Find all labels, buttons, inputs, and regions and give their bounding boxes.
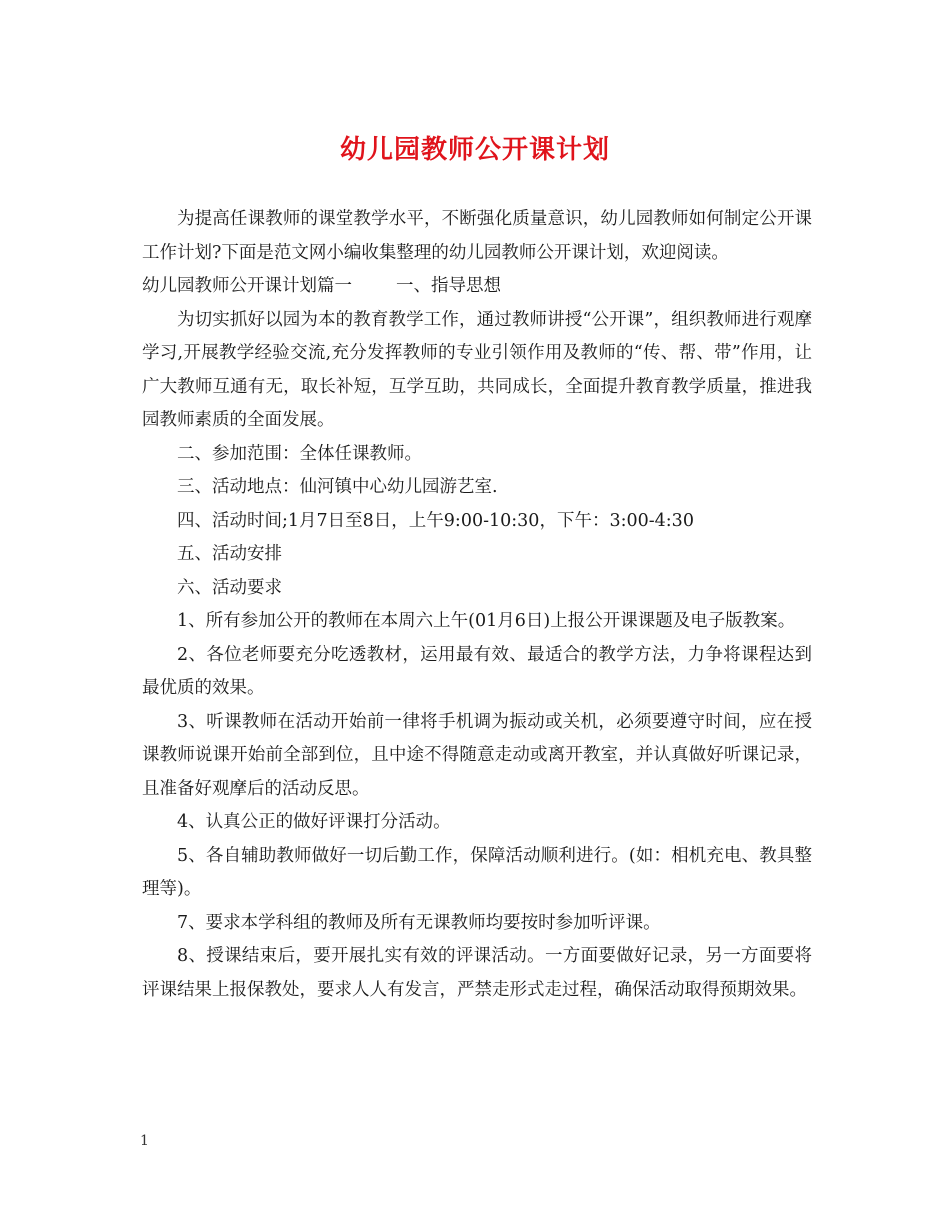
paragraph-scope: 二、参加范围：全体任课教师。 [177,443,422,464]
paragraph-arrangement: 五、活动安排 [177,544,282,564]
requirement-item-3: 3、听课教师在活动开始前一律将手机调为振动或关机，必须要遵守时间，应在授课教师说课开始前全部到位，且中途不得随意走动或离开教室，并认真做好听课记录，且准备好观摩后的活动反思。 [142,711,812,799]
requirement-item-5: 5、各自辅助教师做好一切后勤工作，保障活动顺利进行。(如：相机充电、教具整理等)。 [142,845,812,899]
paragraph-time: 四、活动时间;1月7日至8日，上午9:00-10:30，下午：3:00-4:30 [177,510,694,531]
requirement-item-8: 8、授课结束后，要开展扎实有效的评课活动。一方面要做好记录，另一方面要将评课结果上报保教处，要求人人有发言，严禁走形式走过程，确保活动取得预期效果。 [142,946,812,1000]
document-title: 幼儿园教师公开课计划 [339,135,610,165]
paragraph-location: 三、活动地点：仙河镇中心幼儿园游艺室. [177,477,498,497]
requirement-item-7: 7、要求本学科组的教师及所有无课教师均要按时参加听评课。 [177,912,661,933]
requirement-item-1: 1、所有参加公开的教师在本周六上午(01月6日)上报公开课课题及电子版教案。 [177,611,796,631]
requirement-item-2: 2、各位老师要充分吃透教材，运用最有效、最适合的教学方法，力争将课程达到最优质的效果。 [142,644,812,698]
section-part-label: 幼儿园教师公开课计划篇一 [142,276,352,296]
intro-paragraph: 为提高任课教师的课堂教学水平，不断强化质量意识，幼儿园教师如何制定公开课工作计划?下面是范文网小编收集整理的幼儿园教师公开课计划，欢迎阅读。 [142,209,812,263]
paragraph-requirements: 六、活动要求 [177,577,282,598]
document-body [142,203,812,1007]
page-number: 1 [140,1133,149,1149]
section-heading: 一、指导思想 [396,276,501,296]
paragraph-guiding-idea: 为切实抓好以园为本的教育教学工作，通过教师讲授“公开课”，组织教师进行观摩学习,开展教学经验交流,充分发挥教师的专业引领作用及教师的“传、帮、带”作用，让广大教师互通有无，取长补短，互学互助，共同成长，全面提升教育教学质量，推进我园教师素质的全面发展。 [142,309,812,430]
requirement-item-4: 4、认真公正的做好评课打分活动。 [177,812,451,832]
section-header [142,270,812,304]
